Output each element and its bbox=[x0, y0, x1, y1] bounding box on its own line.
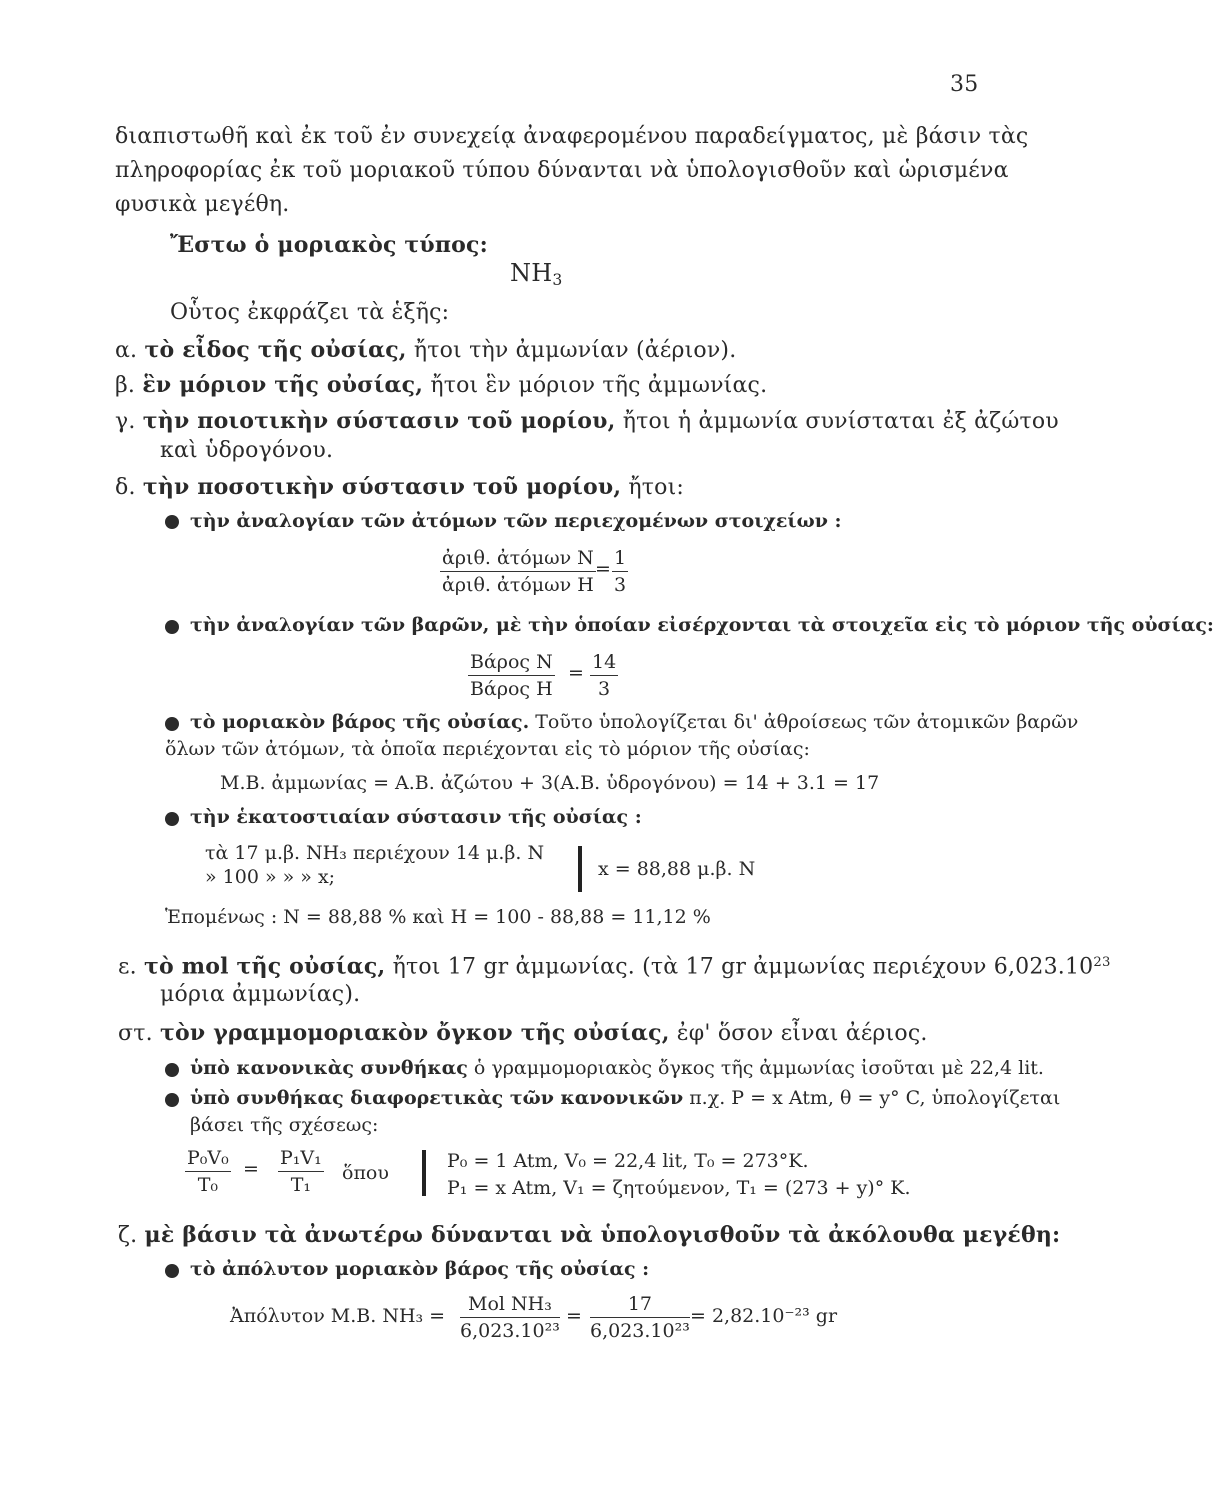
item-st-rest: ἐφ' ὅσον εἶναι ἀέριος. bbox=[676, 1021, 928, 1046]
sub4-result: x = 88,88 μ.β. N bbox=[598, 858, 756, 880]
item-e bbox=[118, 948, 1111, 982]
sub6-line-1 bbox=[190, 1087, 1060, 1109]
sub1-ratio-numerator: 1 bbox=[612, 546, 628, 572]
sub4-row-1: τὰ 17 μ.β. NH₃ περιέχουν 14 μ.β. N bbox=[205, 842, 545, 864]
item-b bbox=[115, 370, 767, 401]
item-d-bold: τὴν ποσοτικὴν σύστασιν τοῦ μορίου, bbox=[142, 474, 622, 500]
opou-text: ὅπου bbox=[342, 1162, 389, 1184]
item-st-bold: τὸν γραμμομοριακὸν ὄγκον τῆς οὐσίας, bbox=[160, 1020, 670, 1046]
item-d-marker: δ. bbox=[115, 475, 136, 500]
outos-line: Οὗτος ἐκφράζει τὰ ἑξῆς: bbox=[170, 300, 450, 325]
bullet-icon bbox=[165, 620, 179, 634]
sub7-lhs: Ἀπόλυτον M.B. NH₃ = bbox=[230, 1305, 446, 1327]
item-b-bold: ἓν μόριον τῆς οὐσίας, bbox=[142, 372, 424, 398]
intro-line-1: διαπιστωθῆ καὶ ἐκ τοῦ ἐν συνεχείᾳ ἀναφερομένου παραδείγματος, μὲ βάσιν τὰς bbox=[115, 124, 1029, 149]
sub7-equals: = bbox=[566, 1305, 582, 1327]
sub2-fraction bbox=[468, 650, 555, 701]
sub6-line-2: βάσει τῆς σχέσεως: bbox=[190, 1114, 379, 1136]
sub2-ratio-numerator: 14 bbox=[590, 650, 618, 676]
item-z bbox=[118, 1220, 1060, 1251]
sub7-fraction-2 bbox=[590, 1292, 690, 1343]
sub2-numerator: Βάρος N bbox=[468, 650, 555, 676]
sub6-bold: ὑπὸ συνθήκας διαφορετικὰς τῶν κανονικῶν bbox=[190, 1087, 684, 1109]
item-a bbox=[115, 335, 736, 366]
item-g-line-2: καὶ ὑδρογόνου. bbox=[160, 438, 334, 463]
gas-law-equals: = bbox=[243, 1158, 259, 1180]
bullet-icon bbox=[165, 812, 179, 826]
gas-law-lhs-numerator: P₀V₀ bbox=[185, 1146, 231, 1172]
item-d-rest: ἤτοι: bbox=[628, 475, 685, 500]
sub7-f2-numerator: 17 bbox=[590, 1292, 690, 1318]
item-st-marker: στ. bbox=[118, 1021, 153, 1046]
esto-heading: Ἔστω ὁ μοριακὸς τύπος: bbox=[170, 232, 488, 258]
item-e-line-2: μόρια ἀμμωνίας). bbox=[160, 982, 361, 1007]
molecular-formula bbox=[510, 258, 562, 295]
item-g-rest: ἤτοι ἡ ἀμμωνία συνίσταται ἐξ ἀζώτου bbox=[622, 409, 1059, 434]
bullet-icon bbox=[165, 1264, 179, 1278]
sub1-ratio bbox=[612, 546, 628, 597]
sub3-rest: Τοῦτο ὑπολογίζεται δι' ἀθροίσεως τῶν ἀτομικῶν βαρῶν bbox=[535, 711, 1079, 733]
bullet-icon bbox=[165, 515, 179, 529]
sub2-equals: = bbox=[568, 662, 584, 684]
bullet-icon bbox=[165, 1093, 179, 1107]
sub3-line-2: ὅλων τῶν ἀτόμων, τὰ ὁποῖα περιέχονται εἰς τὸ μόριον τῆς οὐσίας: bbox=[165, 738, 810, 760]
sub6-rest: π.χ. P = x Atm, θ = y° C, ὑπολογίζεται bbox=[689, 1087, 1061, 1109]
sub7-result: = 2,82.10⁻²³ gr bbox=[690, 1305, 838, 1327]
item-e-superscript: 23 bbox=[1093, 955, 1111, 970]
item-b-rest: ἤτοι ἓν μόριον τῆς ἀμμωνίας. bbox=[430, 373, 768, 398]
item-a-marker: α. bbox=[115, 338, 138, 363]
item-z-marker: ζ. bbox=[118, 1223, 138, 1248]
item-e-rest: ἤτοι 17 gr ἀμμωνίας. (τὰ 17 gr ἀμμωνίας περιέχουν 6,023.10 bbox=[392, 954, 1094, 980]
item-e-bold: τὸ mol τῆς οὐσίας, bbox=[144, 953, 386, 980]
sub3-equation: M.B. ἀμμωνίας = A.B. ἀζώτου + 3(A.B. ὑδρογόνου) = 14 + 3.1 = 17 bbox=[220, 772, 880, 794]
sub1-fraction bbox=[440, 546, 596, 597]
gas-law-rhs-denominator: T₁ bbox=[290, 1174, 312, 1196]
sub1-equals: = bbox=[595, 558, 611, 580]
sub7-f1-numerator: Mol NH₃ bbox=[460, 1292, 560, 1318]
item-a-bold: τὸ εἶδος τῆς οὐσίας, bbox=[144, 337, 407, 363]
sub2-ratio bbox=[590, 650, 618, 701]
sub1-denominator: ἀριθ. ἀτόμων H bbox=[442, 574, 594, 596]
sub1-numerator: ἀριθ. ἀτόμων N bbox=[440, 546, 596, 572]
sub1-label: τὴν ἀναλογίαν τῶν ἀτόμων τῶν περιεχομένων στοιχείων : bbox=[190, 510, 842, 532]
sub7-f1-denominator: 6,023.10²³ bbox=[460, 1320, 560, 1342]
gas-law-lhs bbox=[185, 1146, 231, 1197]
sub3-line-1 bbox=[190, 711, 1078, 733]
gas-law-condition-1: P₀ = 1 Atm, V₀ = 22,4 lit, T₀ = 273°K. bbox=[447, 1150, 809, 1172]
sub2-ratio-denominator: 3 bbox=[598, 678, 611, 700]
sub3-bold: τὸ μοριακὸν βάρος τῆς οὐσίας. bbox=[190, 711, 530, 733]
sub4-label: τὴν ἑκατοστιαίαν σύστασιν τῆς οὐσίας : bbox=[190, 806, 642, 828]
intro-line-2: πληροφορίας ἐκ τοῦ μοριακοῦ τύπου δύνανται νὰ ὑπολογισθοῦν καὶ ὡρισμένα bbox=[115, 158, 1009, 183]
gas-law-rhs-numerator: P₁V₁ bbox=[278, 1146, 324, 1172]
sub4-epomenos: Ἑπομένως : N = 88,88 % καὶ H = 100 - 88,88 = 11,12 % bbox=[165, 906, 711, 928]
sub1-ratio-denominator: 3 bbox=[614, 574, 627, 596]
gas-law-lhs-denominator: T₀ bbox=[197, 1174, 219, 1196]
divider-bar bbox=[578, 846, 582, 892]
sub2-denominator: Βάρος H bbox=[470, 678, 553, 700]
gas-law-rhs bbox=[278, 1146, 324, 1197]
item-g-marker: γ. bbox=[115, 409, 136, 434]
sub4-row-2: » 100 » » » x; bbox=[205, 866, 336, 888]
page-number: 35 bbox=[950, 72, 979, 97]
item-g-bold: τὴν ποιοτικὴν σύστασιν τοῦ μορίου, bbox=[142, 408, 616, 434]
sub7-fraction-1 bbox=[460, 1292, 560, 1343]
intro-line-3: φυσικὰ μεγέθη. bbox=[115, 192, 290, 217]
item-d bbox=[115, 472, 684, 503]
gas-law-condition-2: P₁ = x Atm, V₁ = ζητούμενον, T₁ = (273 + y)° K. bbox=[447, 1177, 911, 1199]
bullet-icon bbox=[165, 717, 179, 731]
sub7-f2-denominator: 6,023.10²³ bbox=[590, 1320, 690, 1342]
sub2-label: τὴν ἀναλογίαν τῶν βαρῶν, μὲ τὴν ὁποίαν εἰσέρχονται τὰ στοιχεῖα εἰς τὸ μόριον τῆς οὐσίας: bbox=[190, 614, 1214, 636]
formula-subscript: 3 bbox=[552, 270, 563, 289]
sub5-line bbox=[190, 1057, 1044, 1079]
bullet-icon bbox=[165, 1063, 179, 1077]
formula-base: NH bbox=[510, 259, 553, 287]
sub7-label: τὸ ἀπόλυτον μοριακὸν βάρος τῆς οὐσίας : bbox=[190, 1258, 650, 1280]
item-e-marker: ε. bbox=[118, 954, 137, 980]
item-g bbox=[115, 406, 1059, 437]
item-st bbox=[118, 1018, 928, 1049]
divider-bar bbox=[422, 1150, 426, 1196]
sub5-bold: ὑπὸ κανονικὰς συνθήκας bbox=[190, 1057, 468, 1079]
sub5-rest: ὁ γραμμομοριακὸς ὄγκος τῆς ἀμμωνίας ἰσοῦται μὲ 22,4 lit. bbox=[473, 1057, 1044, 1079]
item-a-rest: ἤτοι τὴν ἀμμωνίαν (ἀέριον). bbox=[413, 338, 737, 363]
item-b-marker: β. bbox=[115, 373, 136, 398]
item-z-bold: μὲ βάσιν τὰ ἀνωτέρω δύνανται νὰ ὑπολογισθοῦν τὰ ἀκόλουθα μεγέθη: bbox=[144, 1222, 1061, 1248]
